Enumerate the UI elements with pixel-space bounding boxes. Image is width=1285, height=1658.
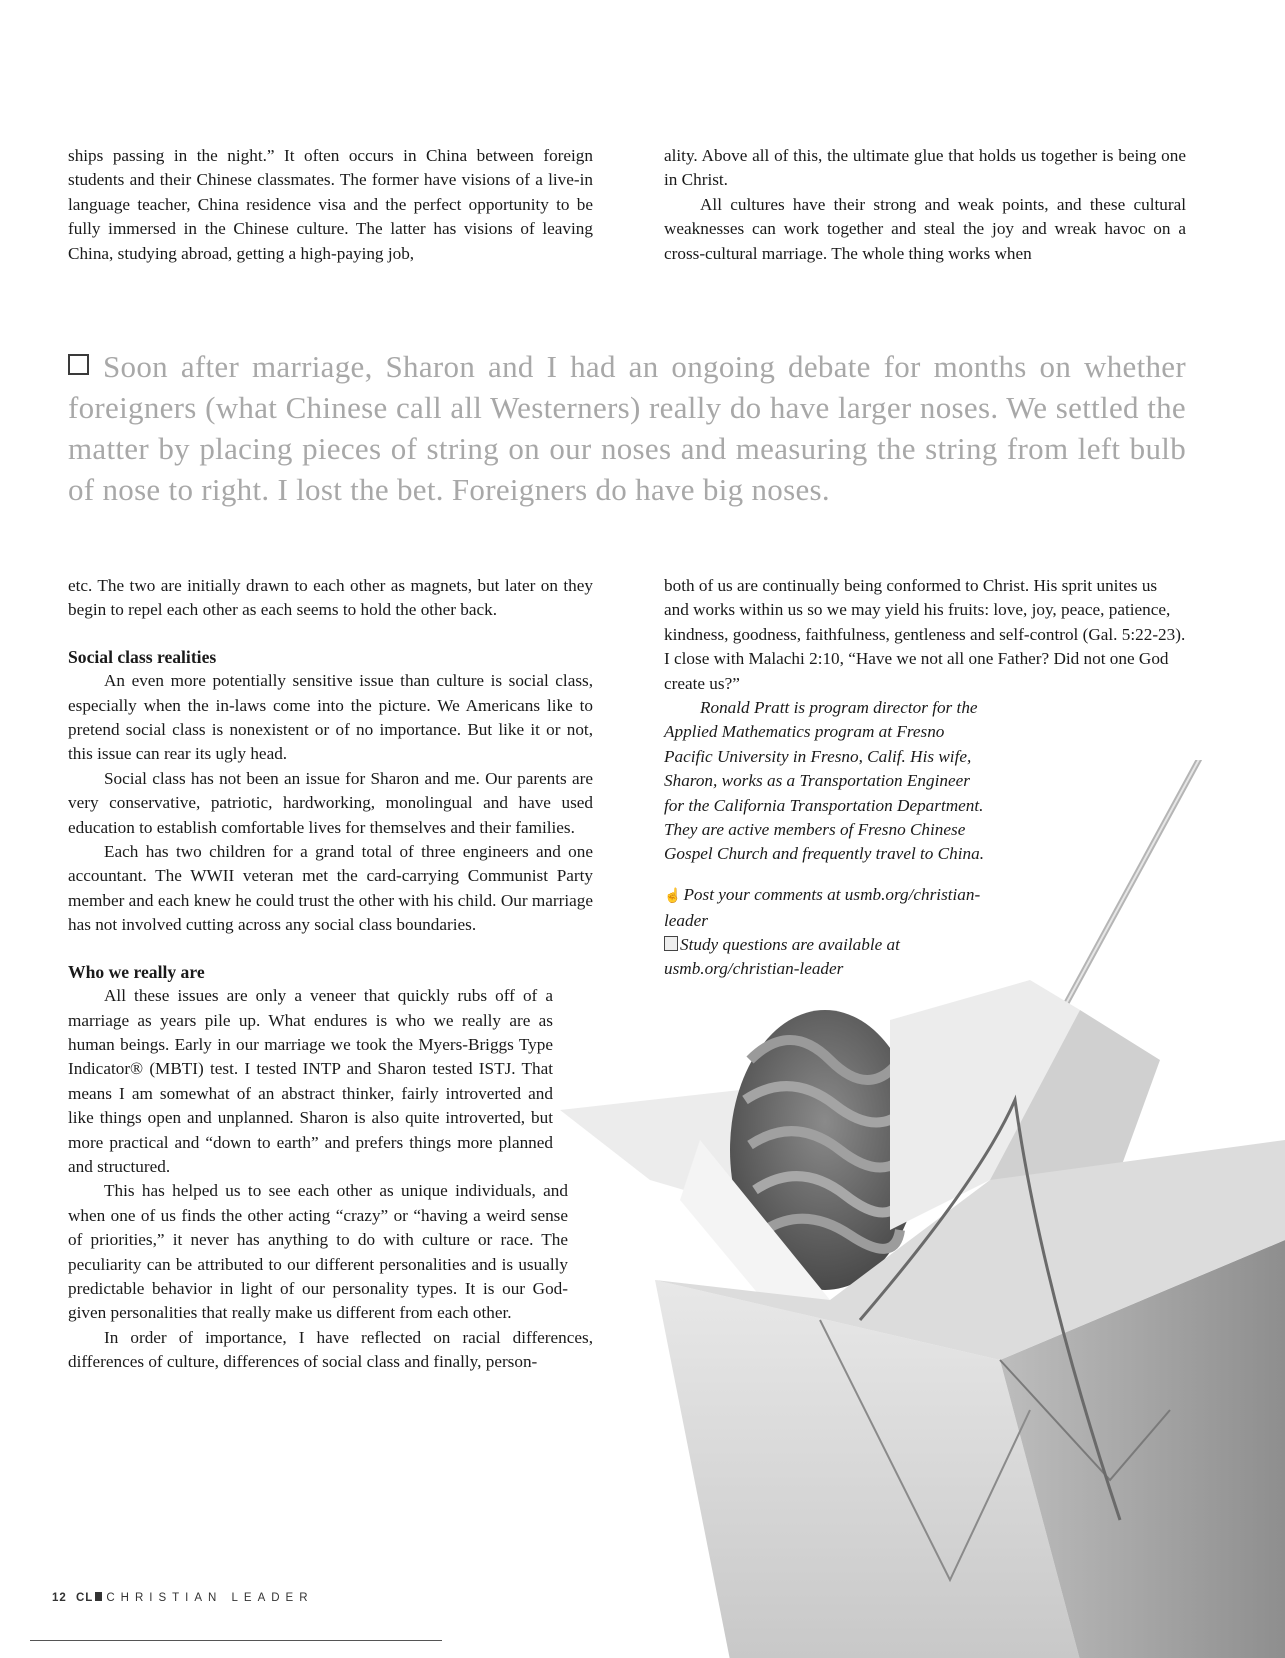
takeout-box-illustration [560, 760, 1285, 1658]
checkbox-bullet-icon [68, 354, 89, 375]
square-separator-icon [95, 1592, 102, 1601]
top-left-column [68, 144, 593, 266]
footer-divider [30, 1640, 442, 1641]
intro-paragraph: etc. The two are initially drawn to each other as magnets, but later on they begin to repel each other as each seems to hold the other back. [68, 576, 593, 620]
bottom-left-column [68, 574, 593, 1375]
post-comments-text: Post your comments at usmb.org/christian-leader [664, 884, 981, 930]
top-left-paragraph: ships passing in the night.” It often occurs in China between foreign students and their Chinese classmates. The former have visions of a live-in language teacher, China residence visa and the perfect opportunity to be fully immersed in the Chinese culture. The latter has visions of leaving China, studying abroad, getting a high-paying job, [68, 146, 593, 263]
social-paragraph-2: Social class has not been an issue for Sharon and me. Our parents are very conservative, patriotic, hardworking, monolingual and have used education to establish comfortable lives for themselves and their families. [68, 768, 593, 837]
page-number: 12 [52, 1592, 67, 1604]
footer-code: CL [76, 1592, 94, 1604]
top-right-column [664, 144, 1186, 266]
magazine-name: CHRISTIAN LEADER [106, 1592, 314, 1604]
top-right-paragraph-1: ality. Above all of this, the ultimate glue that holds us together is being one in Christ. [664, 146, 1186, 190]
who-paragraph-1: All these issues are only a veneer that quickly rubs off of a marriage as years pile up. What endures is who we really are as human beings. Early in our marriage we took the Myers-Briggs Type Indicator® (MBTI) test. I tested INTP and Sharon tested ISTJ. That means I am somewhat of an abstract thinker, fairly introverted and like things open and unplanned. Sharon is also quite introverted, but more practical and “down to earth” and prefers things more planned and structured. [68, 986, 553, 1176]
heading-social-class: Social class realities [68, 646, 217, 667]
social-paragraph-3: Each has two children for a grand total of three engineers and one accountant. The WWII veteran met the card-carrying Communist Party member and each knew he could trust the other with his child. Our marriage has not involved cutting across any social class boundaries. [68, 842, 593, 935]
mouse-pointer-icon: ☝ [664, 888, 682, 904]
closing-paragraph: both of us are continually being conformed to Christ. His sprit unites us and works within us so we may yield his fruits: love, joy, peace, patience, kindness, goodness, faithfulness, gentleness and self-control (Gal. 5:22-23). I close with Malachi 2:10, “Have we not all one Father? Did not one God create us?” [664, 576, 1186, 693]
social-paragraph-1: An even more potentially sensitive issue than culture is social class, especially when the in-laws come into the picture. We Americans like to pretend social class is nonexistent or of no importance. But like it or not, this issue can rear its ugly head. [68, 671, 593, 764]
who-paragraph-2: This has helped us to see each other as unique individuals, and when one of us finds the other acting “crazy” or “having a weird sense of priorities,” it never has anything to do with culture or race. The peculiarity can be attributed to our different personalities and is usually predictable behavior in light of our personality types. It is our God-given personalities that really make us different from each other. [68, 1181, 568, 1323]
author-bio-text: Ronald Pratt is program director for the Applied Mathematics program at Fresno Pacific University in Fresno, Calif. His wife, Sharon, works as a Transportation Engineer for the California Transportation Department. They are active members of Fresno Chinese Gospel Church and frequently travel to China. [664, 698, 984, 864]
pull-quote-text: Soon after marriage, Sharon and I had an ongoing debate for months on whether foreigners (what Chinese call all Westerners) really do have larger noses. We settled the matter by placing pieces of string on our noses and measuring the string from left bulb of nose to right. I lost the bet. Foreigners do have big noses. [68, 349, 1186, 507]
heading-who-we-are: Who we really are [68, 961, 205, 982]
study-questions-text: Study questions are available at usmb.org/christian-leader [664, 934, 900, 978]
pull-quote [68, 346, 1186, 510]
page-footer [52, 1592, 314, 1604]
top-right-paragraph-2: All cultures have their strong and weak points, and these cultural weaknesses can work together and steal the joy and wreak havoc on a cross-cultural marriage. The whole thing works when [664, 194, 1186, 263]
who-paragraph-3: In order of importance, I have reflected on racial differences, differences of culture, differences of social class and finally, person- [68, 1327, 593, 1372]
